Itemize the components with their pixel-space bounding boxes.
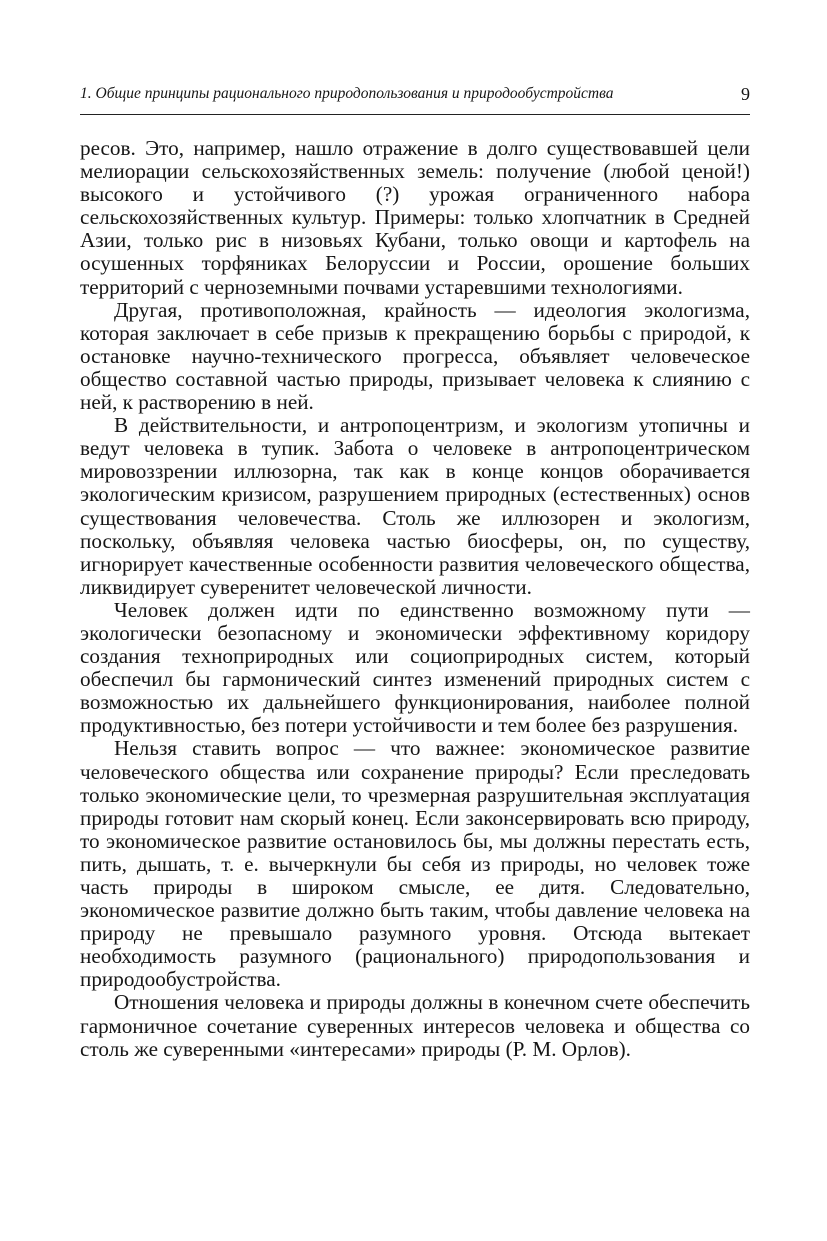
running-header (80, 80, 750, 108)
paragraph: В действительности, и антропоцентризм, и экологизм утопичны и ведут человека в тупик. Забота о человеке в антропоцентрическом мировоззрении иллюзорна, так как в конце концов оборачивается экологическим кризисом, разрушением природных (естественных) основ существования человечества. Столь же иллюзорен и экологизм, поскольку, объявляя человека частью биосферы, он, по существу, игнорирует качественные особенности развития человеческого общества, ликвидирует суверенитет человеческой личности. (80, 413, 750, 599)
book-page (80, 80, 750, 1061)
paragraph: Нельзя ставить вопрос — что важнее: экономическое развитие человеческого общества или сохранение природы? Если преследовать только экономические цели, то чрезмерная разрушительная эксплуатация природы готовит нам скорый конец. Если законсервировать всю природу, то экономическое развитие остановилось бы, мы должны перестать есть, пить, дышать, т. е. вычеркнули бы себя из природы, но человек тоже часть природы в широком смысле, ее дитя. Следовательно, экономическое развитие должно быть таким, чтобы давление человека на природу не превышало разумного уровня. Отсюда вытекает необходимость разумного (рационального) природопользования и природообустройства. (80, 736, 750, 992)
paragraph-continuation: ресов. Это, например, нашло отражение в долго существовавшей цели мелиорации сельскохозяйственных земель: получение (любой ценой!) высокого и устойчивого (?) урожая ограниченного набора сельскохозяйственных культур. Примеры: только хлопчатник в Средней Азии, только рис в низовьях Кубани, только овощи и картофель на осушенных торфяниках Белоруссии и России, орошение больших территорий с черноземными почвами устаревшими технологиями. (80, 136, 750, 299)
header-rule (80, 114, 750, 115)
body-text (80, 137, 750, 1061)
page-number: 9 (741, 84, 750, 104)
paragraph: Другая, противоположная, крайность — идеология экологизма, которая заключает в себе призыв к прекращению борьбы с природой, к остановке научно-технического прогресса, объявляет человеческое общество составной частью природы, призывает человека к слиянию с ней, к растворению в ней. (80, 297, 750, 415)
paragraph: Человек должен идти по единственно возможному пути — экологически безопасному и экономически эффективному коридору создания технoприродных или социоприродных систем, который обеспечил бы гармонический синтез изменений природных систем с возможностью их дальнейшего функционирования, наиболее полной продуктивностью, без потери устойчивости и тем более без разрушения. (80, 597, 750, 738)
running-title: 1. Общие принципы рационального природопользования и природообустройства (80, 85, 614, 102)
paragraph: Отношения человека и природы должны в конечном счете обеспечить гармоничное сочетание суверенных интересов человека и общества со столь же суверенными «интересами» природы (Р. М. Орлов). (80, 990, 750, 1061)
